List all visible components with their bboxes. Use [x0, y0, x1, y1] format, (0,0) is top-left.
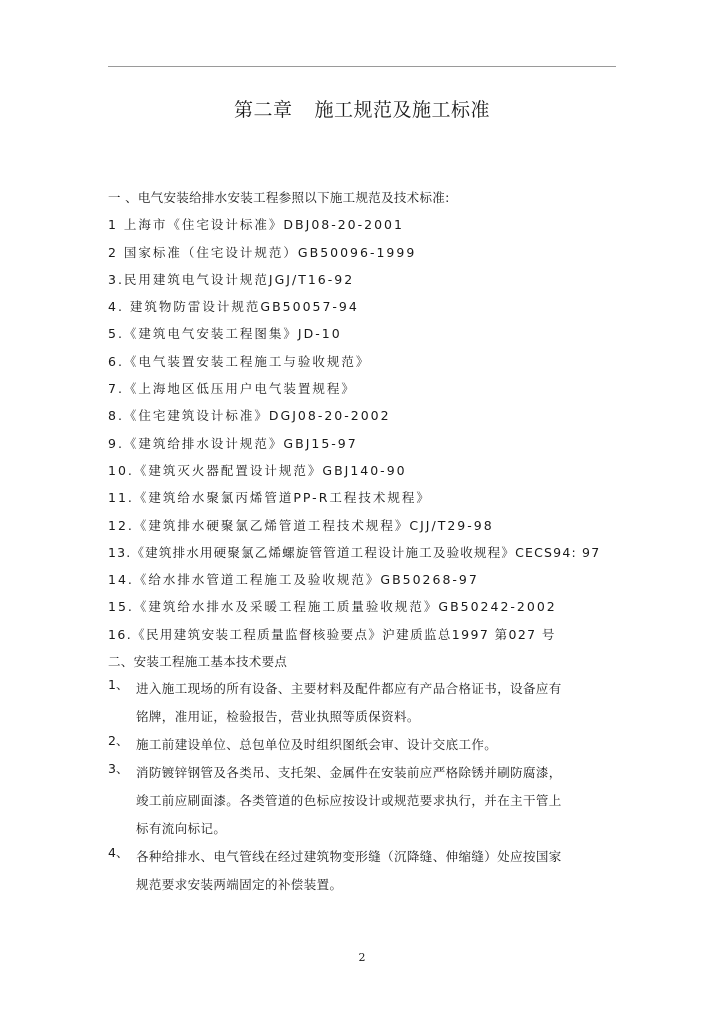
point-line: 施工前建设单位、总包单位及时组织图纸会审、设计交底工作。: [136, 737, 498, 753]
standard-item: 4. 建筑物防雷设计规范GB50057-94: [108, 299, 359, 315]
standard-item: 9.《建筑给排水设计规范》GBJ15-97: [108, 435, 358, 451]
standard-item: 14.《给水排水管道工程施工及验收规范》GB50268-97: [108, 572, 479, 588]
standard-item: 8.《住宅建筑设计标准》DGJ08-20-2002: [108, 408, 391, 424]
header-rule: [108, 66, 616, 67]
standard-item: 11.《建筑给水聚氯丙烯管道PP-R工程技术规程》: [108, 490, 431, 506]
technical-point: [108, 731, 618, 759]
point-line: 消防镀锌钢管及各类吊、支托架、金属件在安装前应严格除锈并刷防腐漆，: [136, 765, 562, 781]
standard-item: 16.《民用建筑安装工程质量监督核验要点》沪建质监总1997 第027 号: [108, 626, 556, 642]
technical-point: [108, 843, 618, 899]
standard-item: 15.《建筑给水排水及采暖工程施工质量验收规范》GB50242-2002: [108, 599, 557, 615]
section-2-heading: 二、安装工程施工基本技术要点: [108, 654, 288, 670]
standard-item: 5.《建筑电气安装工程图集》JD-10: [108, 326, 342, 342]
point-line: 进入施工现场的所有设备、主要材料及配件都应有产品合格证书，设备应有: [136, 681, 562, 697]
point-marker: 4、: [108, 845, 129, 861]
point-line: 标有流向标记。: [136, 821, 227, 837]
standard-item: 7.《上海地区低压用户电气装置规程》: [108, 381, 356, 397]
technical-point: [108, 759, 618, 843]
standard-item: 3.民用建筑电气设计规范JGJ/T16-92: [108, 271, 355, 287]
technical-point: [108, 675, 618, 731]
point-marker: 3、: [108, 761, 129, 777]
point-line: 竣工前应刷面漆。各类管道的色标应按设计或规范要求执行，并在主干管上: [136, 793, 562, 809]
standard-item: 12.《建筑排水硬聚氯乙烯管道工程技术规程》CJJ/T29-98: [108, 517, 494, 533]
standard-item: 1 上海市《住宅设计标准》DBJ08-20-2001: [108, 217, 404, 233]
section-1-heading: 一 、电气安装给排水安装工程参照以下施工规范及技术标准:: [108, 190, 450, 205]
document-body: [108, 184, 618, 899]
chapter-label: 第二章: [233, 99, 293, 121]
page-number: 2: [358, 951, 366, 964]
standard-item: 6.《电气装置安装工程施工与验收规范》: [108, 353, 371, 369]
point-line: 铭牌，准用证，检验报告，营业执照等质保资料。: [136, 709, 420, 725]
page-title: [0, 95, 724, 122]
point-line: 规范要求安装两端固定的补偿装置。: [136, 877, 343, 893]
point-marker: 2、: [108, 733, 129, 749]
standard-item: 10.《建筑灭火器配置设计规范》GBJ140-90: [108, 462, 407, 478]
point-marker: 1、: [108, 677, 129, 693]
standard-item: 2 国家标准（住宅设计规范）GB50096-1999: [108, 244, 417, 260]
standard-item: 13.《建筑排水用硬聚氯乙烯螺旋管管道工程设计施工及验收规程》CECS94: 97: [108, 544, 601, 560]
point-line: 各种给排水、电气管线在经过建筑物变形缝（沉降缝、伸缩缝）处应按国家: [136, 849, 562, 865]
chapter-title: 施工规范及施工标准: [314, 99, 491, 121]
